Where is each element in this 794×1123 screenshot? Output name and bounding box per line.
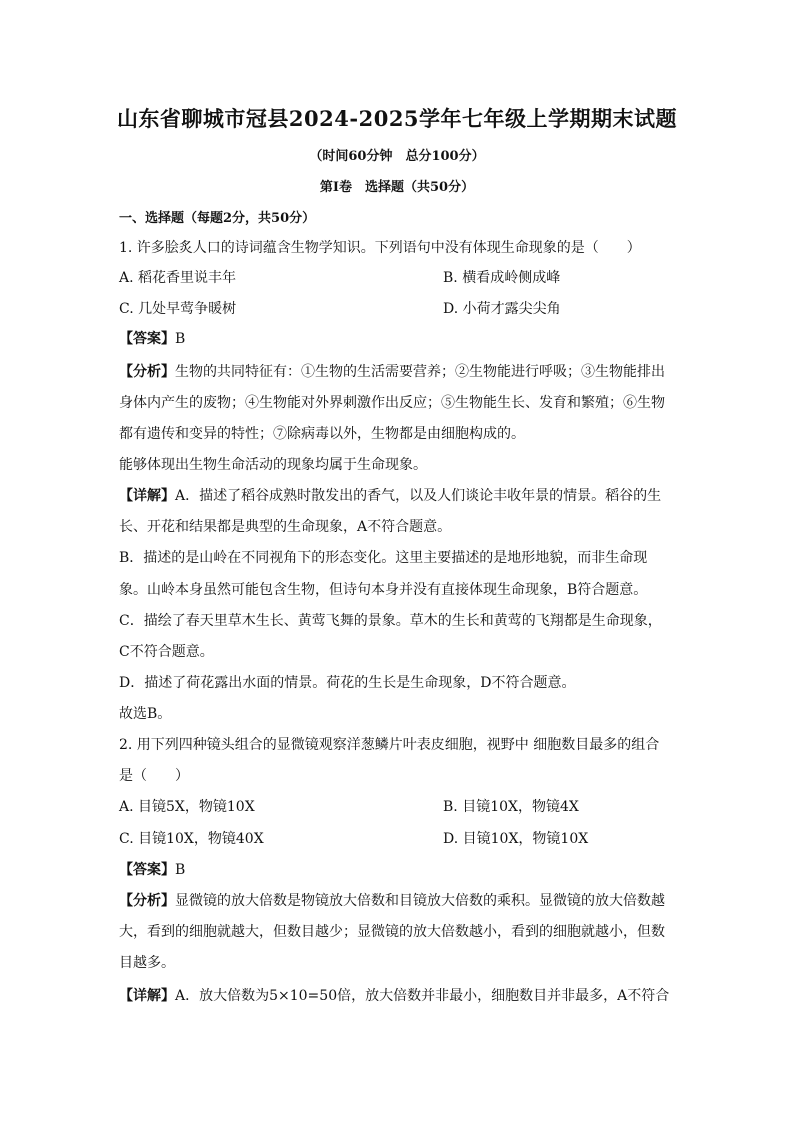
q1-option-a: A. 稻花香里说丰年 bbox=[119, 270, 237, 286]
q1-detail-line: C不符合题意。 bbox=[119, 644, 214, 660]
q1-analysis-line bbox=[119, 362, 665, 382]
analysis-tag: 【分析】 bbox=[119, 893, 175, 909]
analysis-tag: 【分析】 bbox=[119, 364, 175, 380]
q1-option-b: B. 横看成岭侧成峰 bbox=[443, 270, 561, 286]
q1-detail-line: 象。山岭本身虽然可能包含生物，但诗句本身并没有直接体现生命现象，B符合题意。 bbox=[119, 582, 648, 598]
section-heading: 第Ⅰ卷 选择题（共50分） bbox=[319, 180, 475, 195]
q1-answer bbox=[119, 329, 185, 349]
answer-value: B bbox=[175, 331, 186, 347]
detail-text: A．放大倍数为5×10=50倍，放大倍数并非最小，细胞数目并非最多，A不符合 bbox=[175, 988, 670, 1004]
q2-option-d: D. 目镜10X，物镜10X bbox=[443, 831, 589, 847]
page-title: 山东省聊城市冠县2024-2025学年七年级上学期期末试题 bbox=[116, 106, 678, 131]
q1-detail-line: C．描绘了春天里草木生长、黄莺飞舞的景象。草木的生长和黄莺的飞翔都是生命现象， bbox=[119, 613, 662, 629]
q2-stem: 是（ ） bbox=[119, 768, 189, 784]
answer-tag: 【答案】 bbox=[119, 331, 175, 347]
q1-analysis-line: 都有遗传和变异的特性；⑦除病毒以外，生物都是由细胞构成的。 bbox=[119, 426, 525, 442]
detail-tag: 【详解】 bbox=[119, 988, 175, 1004]
q2-detail-line bbox=[119, 986, 669, 1006]
q1-detail-line bbox=[119, 486, 661, 506]
q1-analysis-line: 身体内产生的废物；④生物能对外界刺激作出反应；⑤生物能生长、发育和繁殖；⑥生物 bbox=[119, 395, 665, 411]
q1-detail-line: 长、开花和结果都是典型的生命现象，A不符合题意。 bbox=[119, 519, 452, 535]
q1-analysis-line: 能够体现出生物生命活动的现象均属于生命现象。 bbox=[119, 457, 427, 473]
q2-option-c: C. 目镜10X，物镜40X bbox=[119, 831, 264, 847]
time-info: （时间60分钟 总分100分） bbox=[309, 149, 485, 164]
detail-tag: 【详解】 bbox=[119, 488, 175, 504]
q2-analysis-line: 大，看到的细胞就越大，但数目越少；显微镜的放大倍数越小，看到的细胞就越小，但数 bbox=[119, 924, 665, 940]
q2-option-b: B. 目镜10X，物镜4X bbox=[443, 799, 579, 815]
q1-detail-line: B．描述的是山岭在不同视角下的形态变化。这里主要描述的是地形地貌，而非生命现 bbox=[119, 550, 648, 566]
answer-value: B bbox=[175, 862, 186, 878]
q2-answer bbox=[119, 860, 185, 880]
q1-option-d: D. 小荷才露尖尖角 bbox=[443, 301, 561, 317]
q1-option-c: C. 几处早莺争暖树 bbox=[119, 301, 237, 317]
answer-tag: 【答案】 bbox=[119, 862, 175, 878]
q1-conclusion: 故选B。 bbox=[119, 706, 172, 722]
q2-stem: 2. 用下列四种镜头组合的显微镜观察洋葱鳞片叶表皮细胞，视野中 细胞数目最多的组合 bbox=[119, 737, 660, 753]
q1-detail-line: D．描述了荷花露出水面的情景。荷花的生长是生命现象，D不符合题意。 bbox=[119, 675, 576, 691]
part-heading: 一、选择题（每题2分，共50分） bbox=[119, 211, 316, 226]
detail-text: A．描述了稻谷成熟时散发出的香气，以及人们谈论丰收年景的情景。稻谷的生 bbox=[175, 488, 662, 504]
q1-stem: 1. 许多脍炙人口的诗词蕴含生物学知识。下列语句中没有体现生命现象的是（ ） bbox=[119, 240, 641, 256]
q2-analysis-line bbox=[119, 891, 665, 911]
analysis-text: 显微镜的放大倍数是物镜放大倍数和目镜放大倍数的乘积。显微镜的放大倍数越 bbox=[175, 893, 665, 909]
analysis-text: 生物的共同特征有：①生物的生活需要营养；②生物能进行呼吸；③生物能排出 bbox=[175, 364, 665, 380]
q2-analysis-line: 目越多。 bbox=[119, 955, 175, 971]
q2-option-a: A. 目镜5X，物镜10X bbox=[119, 799, 255, 815]
